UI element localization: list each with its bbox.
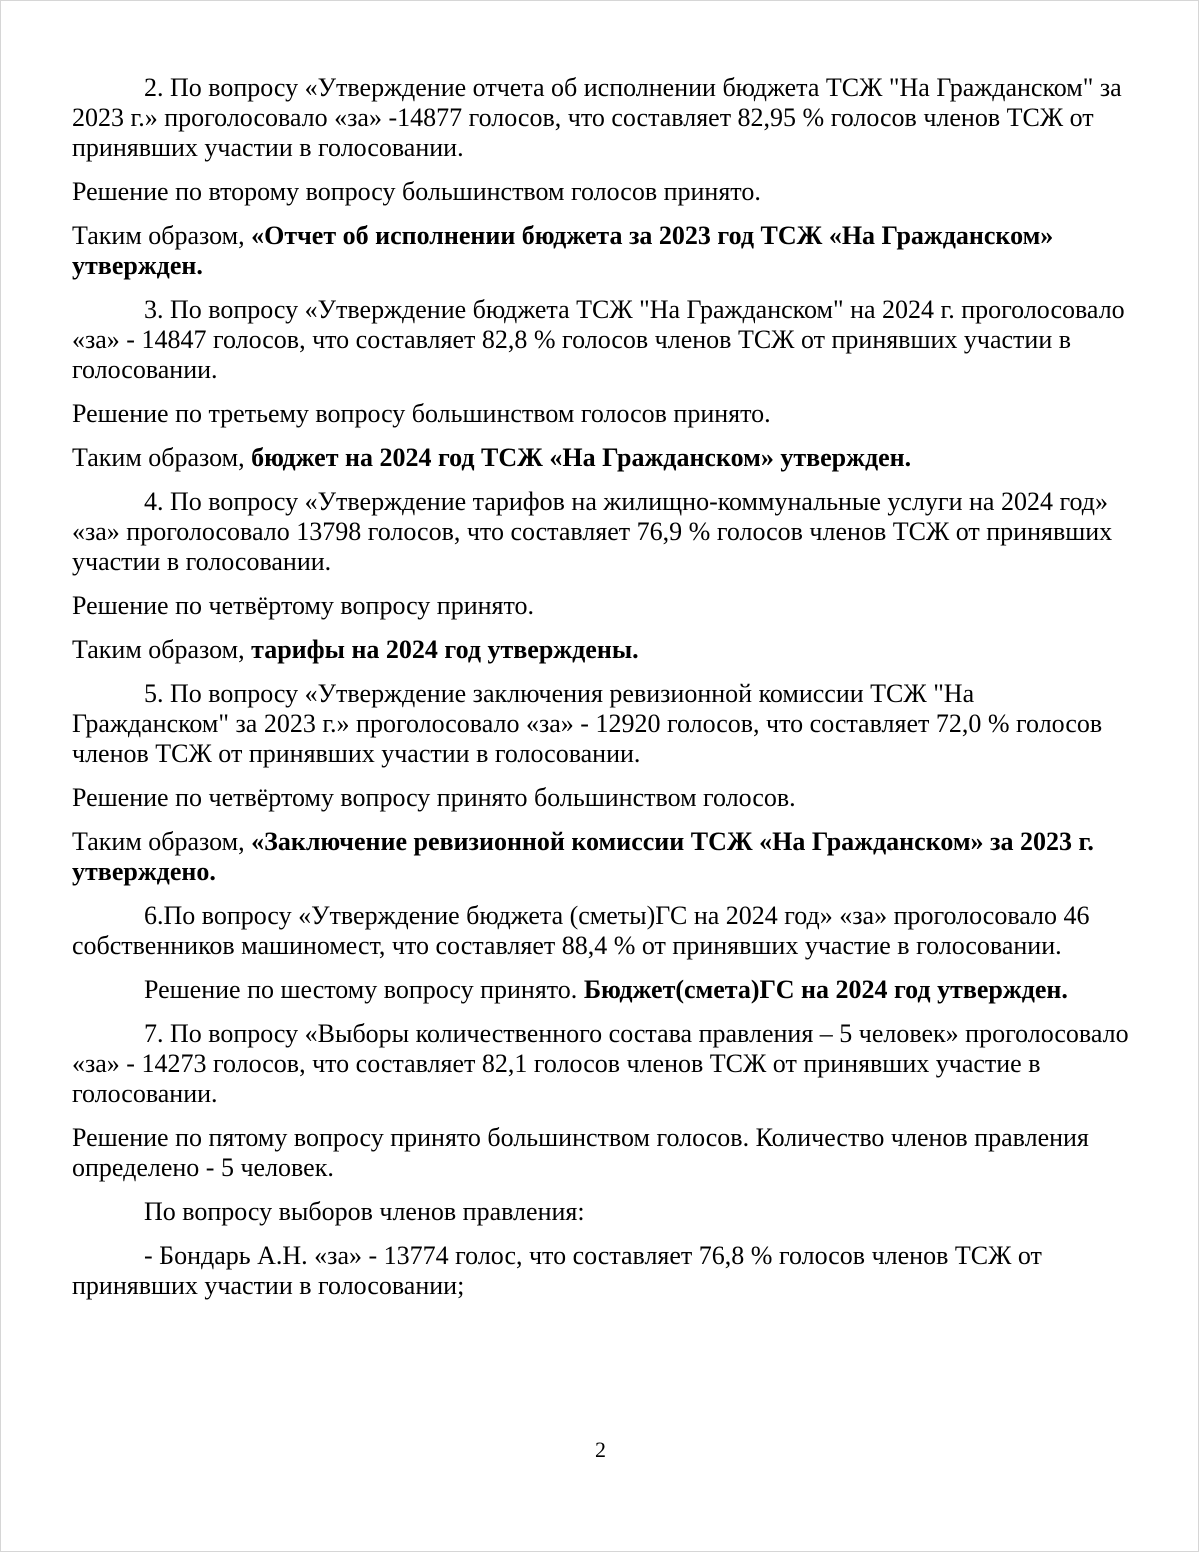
board-candidate-text: - Бондарь А.Н. «за» - 13774 голос, что составляет 76,8 % голосов членов ТСЖ от принявших участии в голосовании; (72, 1241, 1042, 1300)
paragraph-question-7 (72, 1019, 1132, 1109)
decision-2-text: Решение по второму вопросу большинством голосов принято. (72, 177, 761, 206)
paragraph-result-5 (72, 827, 1132, 887)
paragraph-result-3 (72, 443, 1132, 473)
result-4-lead: Таким образом, (72, 635, 252, 664)
paragraph-question-6 (72, 901, 1132, 961)
question-4-text: 4. По вопросу «Утверждение тарифов на жилищно-коммунальные услуги на 2024 год» «за» проголосовало 13798 голосов, что составляет 76,9 % голосов членов ТСЖ от принявших участии в голосовании. (72, 487, 1113, 576)
paragraph-question-3 (72, 295, 1132, 385)
result-4-bold: тарифы на 2024 год утверждены. (251, 635, 639, 664)
decision-3-text: Решение по третьему вопросу большинством голосов принято. (72, 399, 771, 428)
result-3-bold: бюджет на 2024 год ТСЖ «На Гражданском» утвержден. (251, 443, 912, 472)
question-7-text: 7. По вопросу «Выборы количественного состава правления – 5 человек» проголосовало «за» - 14273 голосов, что составляет 82,1 голосов членов ТСЖ от принявших участие в голосовании. (72, 1019, 1129, 1108)
question-3-text: 3. По вопросу «Утверждение бюджета ТСЖ "На Гражданском" на 2024 г. проголосовало «за» - 14847 голосов, что составляет 82,8 % голосов членов ТСЖ от принявших участии в голосовании. (72, 295, 1125, 384)
result-5-lead: Таким образом, (72, 827, 252, 856)
decision-6-lead: Решение по шестому вопросу принято. (144, 975, 584, 1004)
paragraph-decision-2 (72, 177, 1132, 207)
paragraph-decision-6 (72, 975, 1132, 1005)
paragraph-decision-3 (72, 399, 1132, 429)
board-heading-text: По вопросу выборов членов правления: (144, 1197, 585, 1226)
question-2-text: 2. По вопросу «Утверждение отчета об исполнении бюджета ТСЖ "На Гражданском" за 2023 г.» проголосовало «за» -14877 голосов, что составляет 82,95 % голосов членов ТСЖ от принявших участии в голосовании. (72, 73, 1122, 162)
paragraph-question-4 (72, 487, 1132, 577)
paragraph-decision-4 (72, 591, 1132, 621)
paragraph-result-4 (72, 635, 1132, 665)
paragraph-decision-5 (72, 783, 1132, 813)
decision-7-text: Решение по пятому вопросу принято большинством голосов. Количество членов правления определено - 5 человек. (72, 1123, 1089, 1182)
decision-6-bold: Бюджет(смета)ГС на 2024 год утвержден. (583, 975, 1068, 1004)
question-6-text: 6.По вопросу «Утверждение бюджета (сметы)ГС на 2024 год» «за» проголосовало 46 собственников машиномест, что составляет 88,4 % от принявших участие в голосовании. (72, 901, 1090, 960)
paragraph-question-2 (72, 73, 1132, 163)
paragraph-question-5 (72, 679, 1132, 769)
paragraph-board-heading (72, 1197, 1132, 1227)
page-number: 2 (595, 1437, 606, 1462)
decision-4-text: Решение по четвёртому вопросу принято. (72, 591, 535, 620)
paragraph-decision-7 (72, 1123, 1132, 1183)
question-5-text: 5. По вопросу «Утверждение заключения ревизионной комиссии ТСЖ "На Гражданском" за 2023 г.» проголосовало «за» - 12920 голосов, что составляет 72,0 % голосов членов ТСЖ от принявших участии в голосовании. (72, 679, 1103, 768)
result-2-bold: «Отчет об исполнении бюджета за 2023 год ТСЖ «На Гражданском» утвержден. (72, 221, 1054, 280)
paragraph-result-2 (72, 221, 1132, 281)
result-5-bold: «Заключение ревизионной комиссии ТСЖ «На Гражданском» за 2023 г. утверждено. (72, 827, 1094, 886)
document-body (72, 73, 1132, 1315)
result-2-lead: Таким образом, (72, 221, 252, 250)
paragraph-board-candidate (72, 1241, 1132, 1301)
decision-5-text: Решение по четвёртому вопросу принято большинством голосов. (72, 783, 796, 812)
result-3-lead: Таким образом, (72, 443, 252, 472)
